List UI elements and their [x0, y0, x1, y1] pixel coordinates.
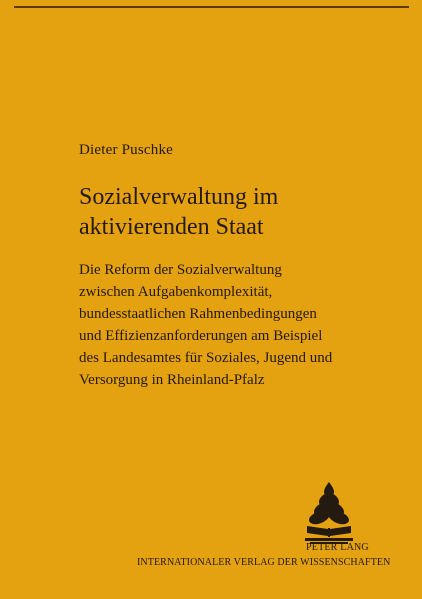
- subtitle-line: Versorgung in Rheinland-Pfalz: [79, 372, 265, 388]
- book-subtitle: [79, 259, 332, 391]
- publisher-tagline: INTERNATIONALER VERLAG DER WISSENSCHAFTEN: [137, 557, 391, 568]
- title-line: aktivierenden Staat: [79, 214, 264, 240]
- subtitle-line: zwischen Aufgabenkomplexität,: [79, 284, 273, 300]
- subtitle-line: des Landesamtes für Soziales, Jugend und: [79, 350, 333, 366]
- title-line: Sozialverwaltung im: [79, 184, 279, 210]
- book-title: [79, 182, 278, 242]
- peter-lang-logo-icon: [299, 480, 359, 546]
- author-name: Dieter Puschke: [79, 142, 174, 158]
- subtitle-line: und Effizienzanforderungen am Beispiel: [79, 328, 323, 344]
- subtitle-line: bundesstaatlichen Rahmenbedingungen: [79, 306, 317, 322]
- publisher-name: PETER LANG: [306, 542, 369, 553]
- top-rule: [14, 6, 409, 8]
- subtitle-line: Die Reform der Sozialverwaltung: [79, 262, 282, 278]
